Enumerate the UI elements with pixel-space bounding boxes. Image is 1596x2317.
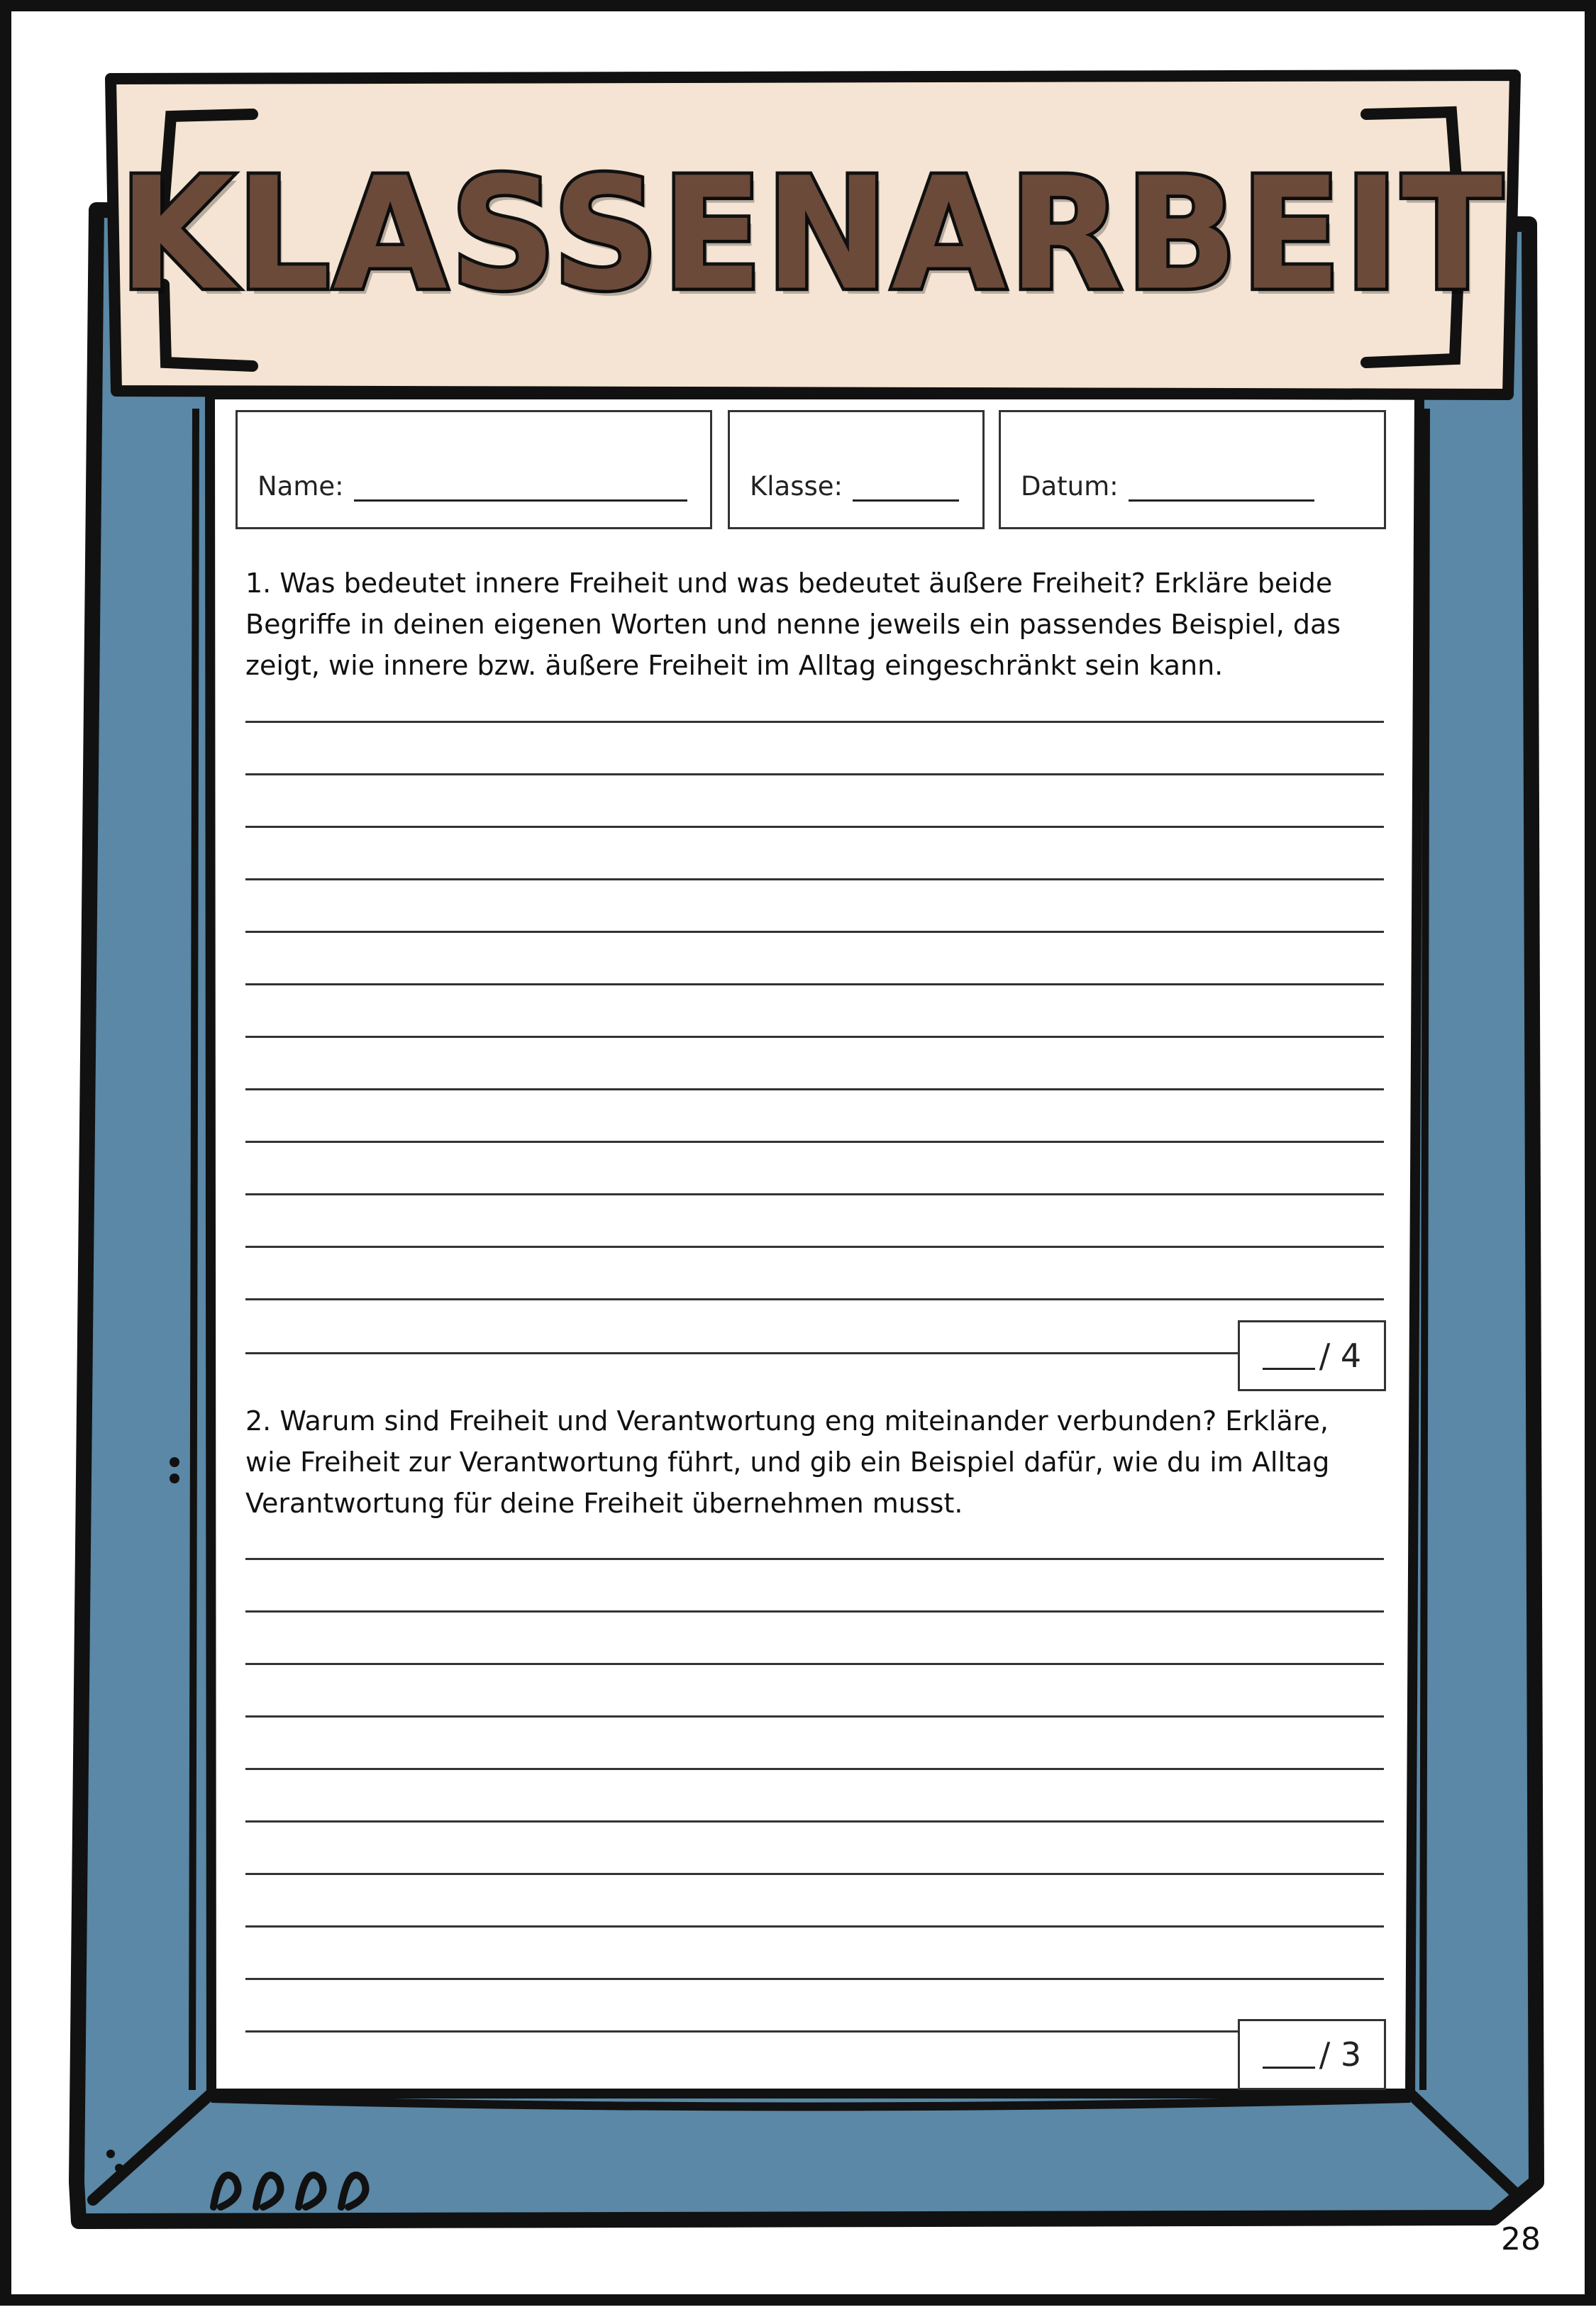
answer-line[interactable] [245,1663,1384,1665]
title-banner [114,79,1510,391]
class-input-line[interactable] [853,475,959,502]
answer-line[interactable] [245,2030,1238,2033]
page-title: KLASSENARBEIT [118,144,1506,326]
answer-line[interactable] [245,878,1384,880]
class-field-box[interactable] [728,410,985,529]
answer-line[interactable] [245,1925,1384,1928]
name-field-box[interactable] [235,410,712,529]
date-field-box[interactable] [999,410,1386,529]
name-input-line[interactable] [354,475,687,502]
answer-line[interactable] [245,1246,1384,1248]
date-label: Datum: [1021,471,1119,502]
answer-line[interactable] [245,931,1384,933]
date-input-line[interactable] [1129,475,1314,502]
score-max: / 4 [1319,1337,1362,1375]
answer-line[interactable] [245,1088,1384,1090]
answer-line[interactable] [245,1978,1384,1980]
answer-line[interactable] [245,721,1384,723]
answer-line[interactable] [245,1352,1238,1354]
score-box-1[interactable] [1238,1320,1386,1391]
answer-line[interactable] [245,773,1384,775]
page-number: 28 [1501,2221,1541,2257]
answer-line[interactable] [245,1610,1384,1613]
answer-line[interactable] [245,1193,1384,1195]
answer-line[interactable] [245,826,1384,828]
score-blank[interactable] [1263,2041,1315,2069]
question-2-text: 2. Warum sind Freiheit und Verantwortung eng miteinander verbunden? Erkläre, wie Freiheit zur Verantwortung führt, und gib ein Beispiel dafür, wie du im Alltag Verantwortung für deine Freiheit übernehmen musst. [245,1405,1330,1519]
class-label: Klasse: [750,471,843,502]
answer-line[interactable] [245,1715,1384,1718]
score-box-2[interactable] [1238,2019,1386,2090]
score-blank[interactable] [1263,1342,1315,1370]
score-max: / 3 [1319,2035,1362,2074]
answer-line[interactable] [245,1873,1384,1875]
answer-line[interactable] [245,983,1384,985]
answer-line[interactable] [245,1768,1384,1770]
question-1-text: 1. Was bedeutet innere Freiheit und was bedeutet äußere Freiheit? Erkläre beide Begriffe in deinen eigenen Worten und nenne jeweils ein passendes Beispiel, das zeigt, wie innere bzw. äußere Freiheit im Alltag eingeschränkt sein kann. [245,568,1341,681]
name-label: Name: [257,471,344,502]
answer-line[interactable] [245,1036,1384,1038]
answer-line[interactable] [245,1558,1384,1560]
answer-line[interactable] [245,1141,1384,1143]
answer-line[interactable] [245,1298,1384,1300]
answer-line[interactable] [245,1820,1384,1823]
